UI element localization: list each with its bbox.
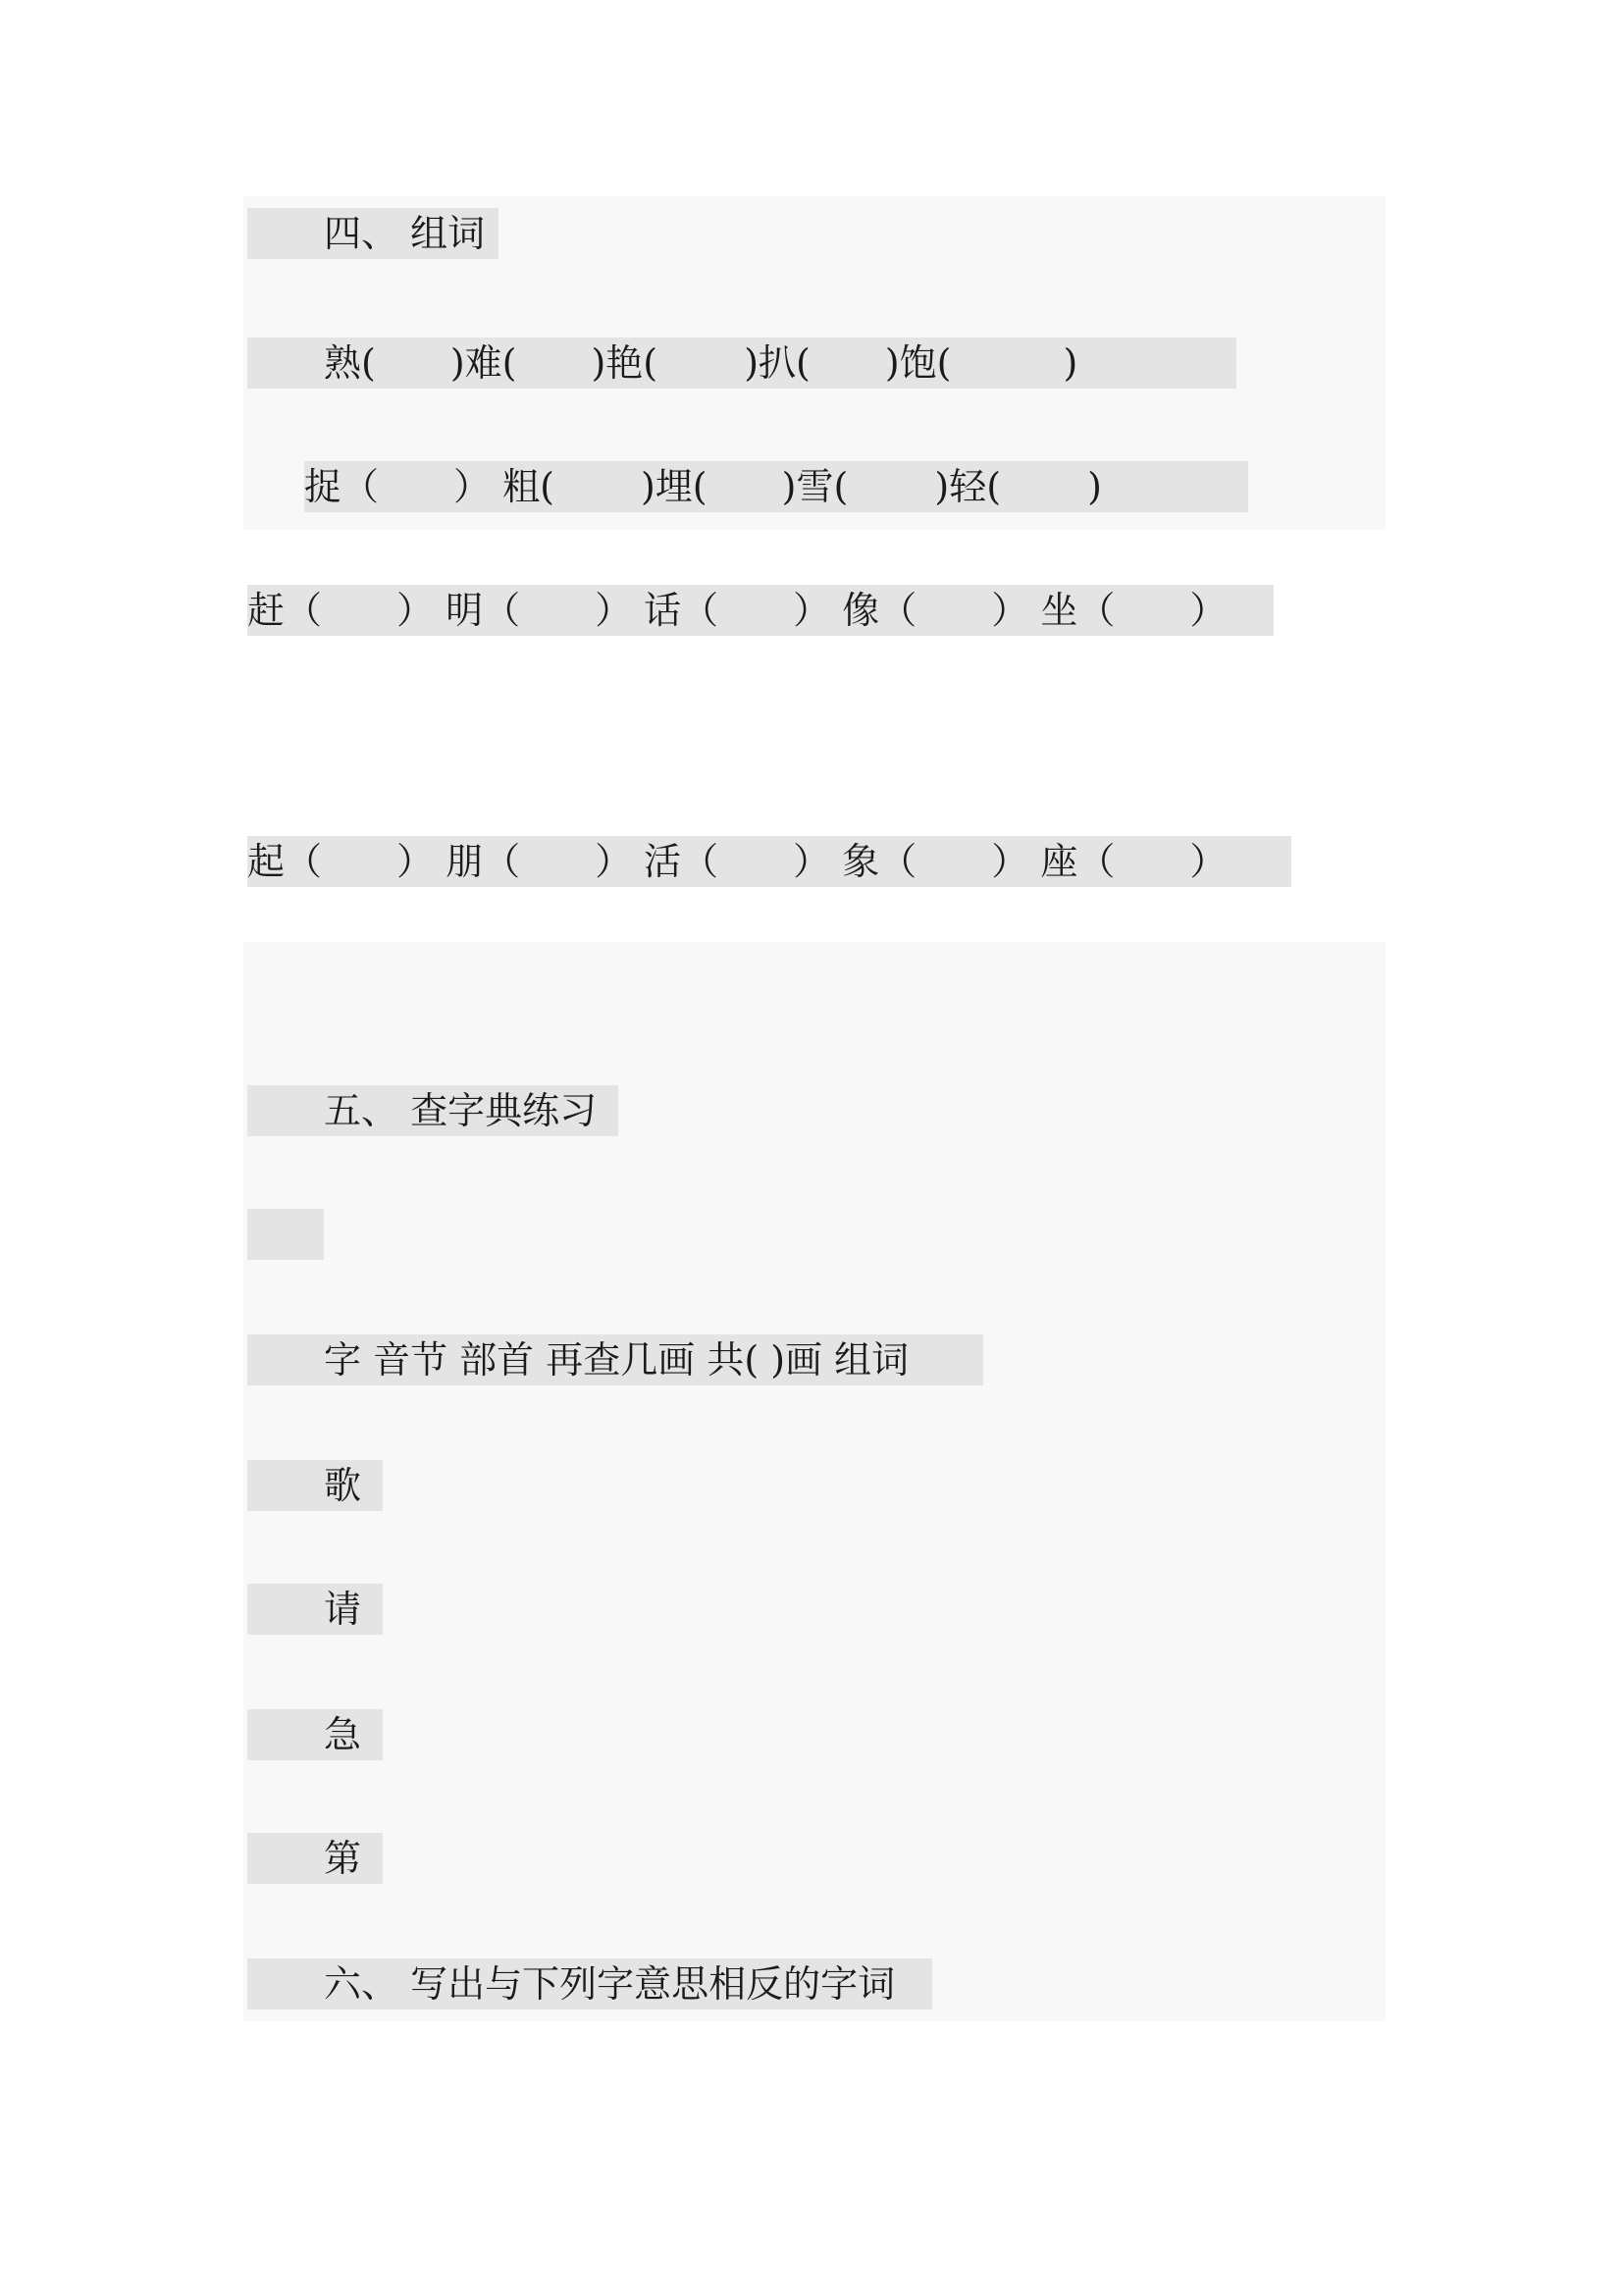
- section4-row1: 熟( )难( )艳( )扒( )饱( ): [247, 338, 1236, 389]
- section5-char-4: 第: [247, 1833, 383, 1884]
- section5-header-row: 字 音节 部首 再查几画 共( )画 组词: [247, 1334, 983, 1385]
- section4-heading: 四、 组词: [247, 208, 498, 259]
- blank-line: [247, 1209, 324, 1260]
- section6-heading: 六、 写出与下列字意思相反的字词: [247, 1958, 932, 2009]
- section5-heading: 五、 查字典练习: [247, 1085, 618, 1136]
- section5-char-3: 急: [247, 1709, 383, 1760]
- section4-row2: 捉（ ） 粗( )埋( )雪( )轻( ): [304, 461, 1248, 512]
- section5-char-2: 请: [247, 1584, 383, 1635]
- section4-row4: 起（ ） 朋（ ） 活（ ） 象（ ） 座（ ）: [247, 836, 1291, 887]
- section5-char-1: 歌: [247, 1460, 383, 1511]
- section4-row3: 赶（ ） 明（ ） 话（ ） 像（ ） 坐（ ）: [247, 585, 1274, 636]
